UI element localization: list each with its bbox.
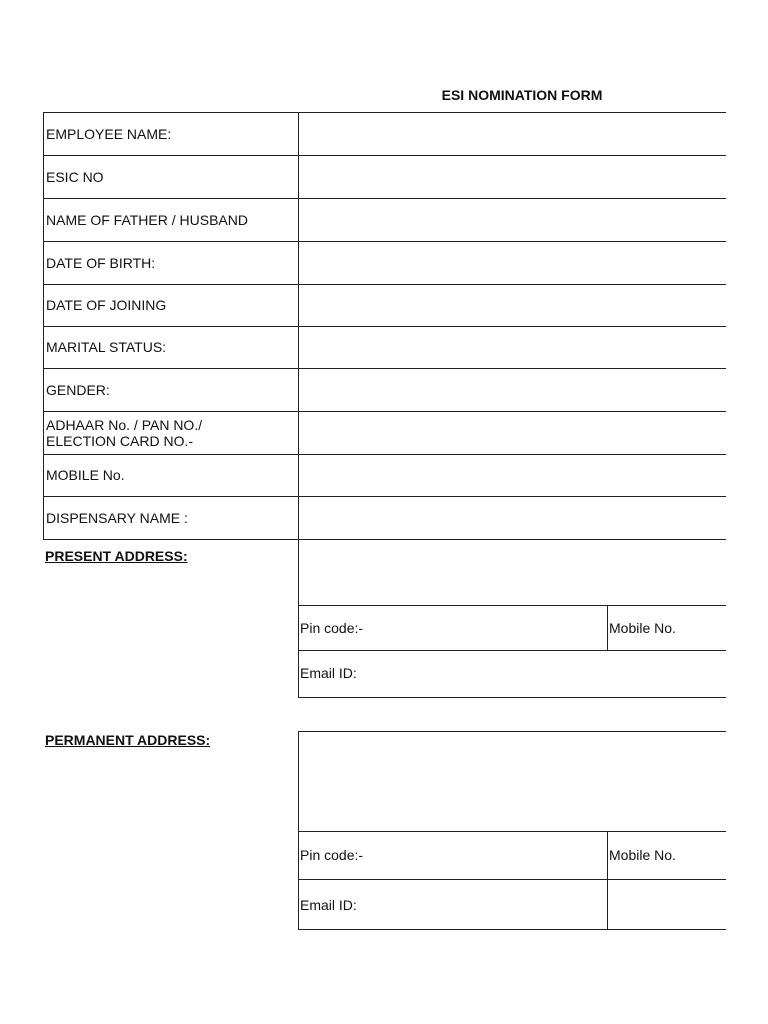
employee-name-field[interactable]: [299, 113, 726, 156]
marital-status-label: MARITAL STATUS:: [43, 326, 299, 369]
permanent-pin-mobile-divider: [607, 831, 608, 930]
permanent-pin-code-label: Pin code:-: [300, 847, 364, 863]
marital-status-field[interactable]: [299, 326, 726, 369]
father-husband-name-field[interactable]: [299, 199, 726, 242]
permanent-address-heading: PERMANENT ADDRESS:: [45, 732, 211, 748]
father-husband-name-label: NAME OF FATHER / HUSBAND: [43, 199, 299, 242]
id-number-label: [43, 412, 299, 455]
permanent-address-input[interactable]: [299, 732, 726, 831]
permanent-mobile-label: Mobile No.: [609, 847, 676, 863]
date-of-joining-field[interactable]: [299, 284, 726, 327]
form-title: ESI NOMINATION FORM: [441, 87, 603, 103]
present-pin-code-field[interactable]: [370, 606, 606, 650]
permanent-email-field[interactable]: [365, 880, 606, 929]
gender-field[interactable]: [299, 369, 726, 412]
present-mobile-label: Mobile No.: [609, 620, 676, 636]
dispensary-name-field[interactable]: [299, 497, 726, 540]
present-pin-code-label: Pin code:-: [300, 620, 364, 636]
present-email-label: Email ID:: [300, 665, 357, 681]
date-of-birth-label: DATE OF BIRTH:: [43, 242, 299, 285]
esic-no-field[interactable]: [299, 156, 726, 199]
present-address-input[interactable]: [299, 540, 726, 605]
permanent-address-bottom: [298, 929, 726, 930]
esic-no-label: ESIC NO: [43, 156, 299, 199]
date-of-birth-field[interactable]: [299, 242, 726, 285]
id-number-label-line2: ELECTION CARD NO.-: [46, 433, 194, 449]
gender-label: GENDER:: [43, 369, 299, 412]
present-address-bottom: [298, 697, 726, 698]
present-address-heading: PRESENT ADDRESS:: [45, 548, 188, 564]
permanent-pin-code-field[interactable]: [370, 832, 606, 879]
present-email-field[interactable]: [365, 651, 726, 697]
dispensary-name-label: DISPENSARY NAME :: [43, 497, 299, 540]
id-number-field[interactable]: [299, 412, 726, 455]
date-of-joining-label: DATE OF JOINING: [43, 284, 299, 327]
employee-name-label: EMPLOYEE NAME:: [43, 113, 299, 156]
present-pin-mobile-divider: [607, 605, 608, 651]
permanent-email-label: Email ID:: [300, 897, 357, 913]
mobile-no-field[interactable]: [299, 454, 726, 497]
mobile-no-label: MOBILE No.: [43, 454, 299, 497]
id-number-label-line1: ADHAAR No. / PAN NO./: [46, 417, 203, 433]
